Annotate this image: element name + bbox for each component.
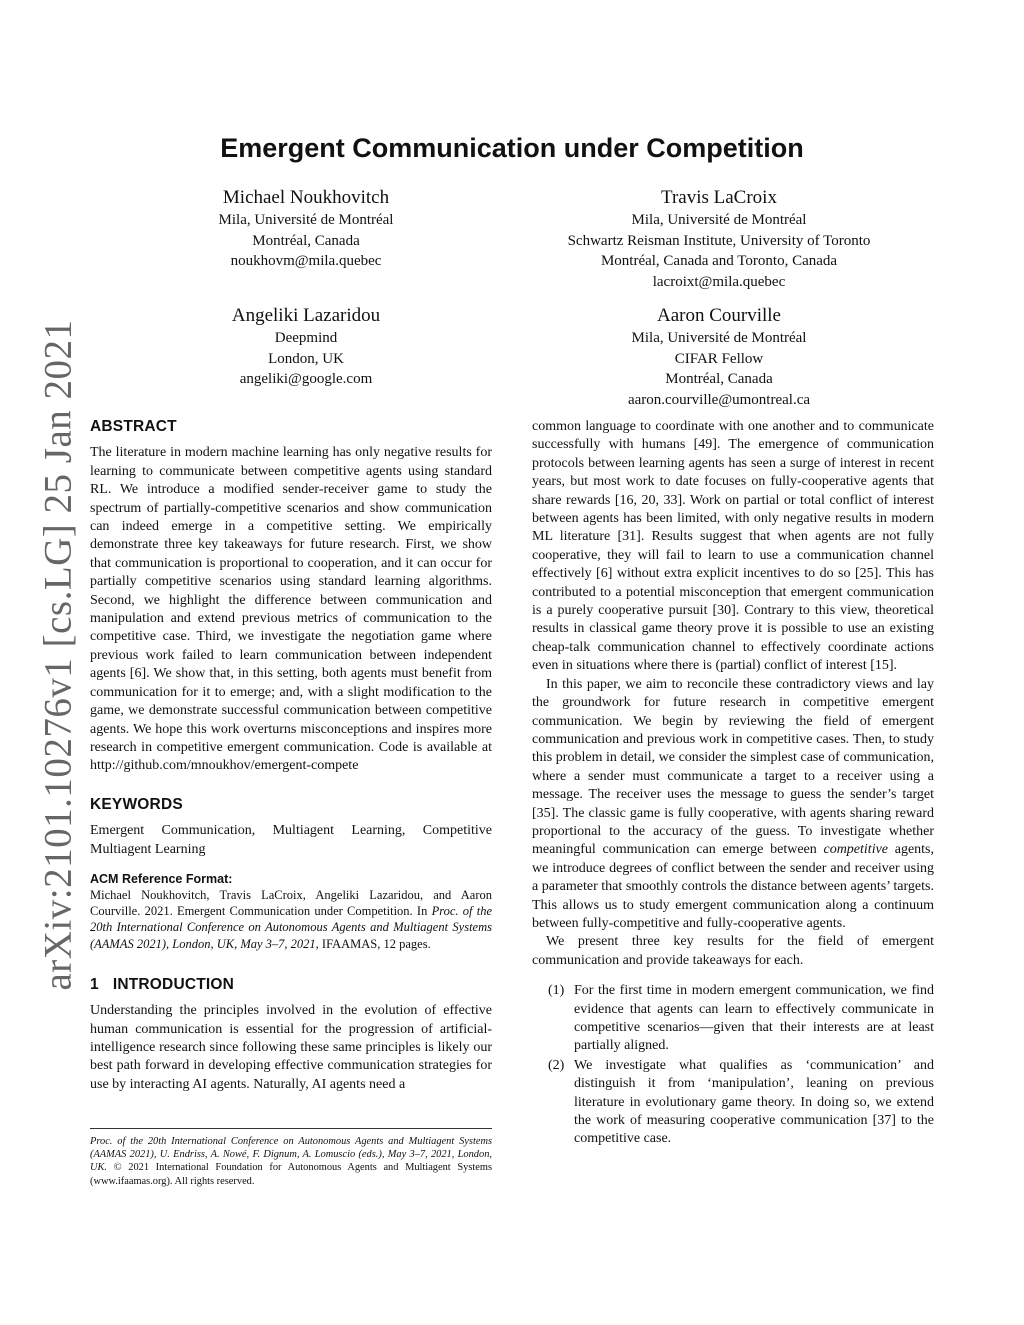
paper-title: Emergent Communication under Competition bbox=[220, 133, 804, 163]
author-email[interactable]: angeliki@google.com bbox=[239, 371, 373, 387]
right-column bbox=[532, 418, 934, 1150]
list-item bbox=[532, 1057, 934, 1149]
author-email[interactable]: noukhovm@mila.quebec bbox=[230, 253, 382, 269]
author-email[interactable]: aaron.courville@umontreal.ca bbox=[627, 391, 811, 408]
acm-reference-venue: Proc. of the 20th International Conference on Autonomous Agents and Multiagent Systems (AAMAS 2021), London, UK, May 3–7, 2021 bbox=[90, 904, 492, 951]
author-name: Michael Noukhovitch bbox=[222, 187, 390, 208]
footnote-venue: Proc. of the 20th International Conference on Autonomous Agents and Multiagent Systems (AAMAS 2021), U. Endriss, A. Nowé, F. Dignum, A. Lomuscio (eds.), May 3–7, 2021, London, UK. bbox=[90, 1136, 492, 1174]
body-text: In this paper, we aim to reconcile these contradictory views and lay the groundwork for future research in competitive emergent communication. We begin by reviewing the field of emergent communication and previous work in competitive cases. Then, to study this problem in detail, we consider the simplest case of communication, where a sender must communicate a target to a receiver using a message. The receiver uses the message to guess the sender’s target [35]. The classic game is fully cooperative, with agents sharing reward proportional to the accuracy of the guess. To investigate whether meaningful communication can emerge between bbox=[532, 676, 934, 858]
keywords-heading: KEYWORDS bbox=[90, 795, 183, 813]
author-name: Aaron Courville bbox=[656, 305, 781, 326]
author-location: London, UK bbox=[268, 350, 344, 367]
author-name: Angeliki Lazaridou bbox=[231, 305, 381, 326]
author-name: Travis LaCroix bbox=[661, 187, 777, 208]
list-item-label: (2) bbox=[548, 1057, 565, 1073]
body-paragraph: common language to coordinate with one another and to communicate successfully with humans [49]. The emergence of communication protocols between learning agents has seen a surge of interest in recent years, but most work to date focuses on fully-cooperative agents that share rewards [16, 20, 33]. Work on partial or total conflict of interest between agents has been limited, with only negative results in modern ML literature [31]. Results suggest that when agents are not fully cooperative, they will fail to learn to use a communication channel effectively [6] without extra explicit incentives to do so [25]. This has contributed to a potential misconception that emergent communication is a purely cooperative pursuit [30]. Contrary to this view, theoretical results in classical game theory prove it is possible to use an existing cheap-talk communication channel to effectively coordinate actions even in situations where there is (partial) conflict of interest [15]. bbox=[532, 419, 934, 674]
introduction-paragraph: Understanding the principles involved in the evolution of effective human communication is essential for the progression of artificial-intelligence research since following these same principles is likely our best path forward in developing effective communication strategies for use by interacting AI agents. Naturally, AI agents need a bbox=[90, 1003, 492, 1092]
author-block-2 bbox=[530, 186, 908, 292]
list-item-label: (1) bbox=[548, 983, 565, 999]
body-paragraph bbox=[532, 676, 934, 934]
arxiv-identifier: arXiv:2101.10276v1 [cs.LG] 25 Jan 2021 bbox=[36, 319, 80, 991]
author-affiliation: CIFAR Fellow bbox=[674, 350, 764, 367]
acm-reference-label: ACM Reference Format: bbox=[90, 871, 233, 886]
abstract-text: The literature in modern machine learning has only negative results for learning to communicate between competitive agents using standard RL. We introduce a modified sender-receiver game to study the spectrum of partially-competitive scenarios and show communication can indeed emerge in a competitive setting. We empirically demonstrate three key takeaways for future research. First, we show that communication is proportional to cooperation, and it can occur for partially competitive scenarios using standard learning algorithms. Second, we highlight the difference between communication and manipulation and extend previous metrics of communication to the competitive case. Third, we investigate the negotiation game where previous work failed to learn communication between independent agents [6]. We show that, in this setting, both agents must benefit from communication for it to emerge; and, with a slight modification to the game, we demonstrate successful communication between competitive agents. We hope this work overturns misconceptions and inspires more research in competitive emergent communication. Code is available at http://github.com/mnoukhov/emergent-compete bbox=[90, 445, 492, 774]
author-email[interactable]: lacroixt@mila.quebec bbox=[652, 273, 786, 290]
body-text: agents, we introduce degrees of conflict between the sender and receiver using a parameter that smoothly controls the distance between agents’ targets. This allows us to study emergent communication along a continuum between fully-competitive and fully-cooperative agents. bbox=[532, 842, 935, 931]
acm-reference-tail: , IFAAMAS, 12 pages. bbox=[315, 936, 431, 951]
abstract-heading: ABSTRACT bbox=[90, 418, 177, 435]
list-item-text: We investigate what qualifies as ‘communication’ and distinguish it from ‘manipulation’, leaning on previous literature in evolutionary game theory. In doing so, we extend the work of measuring cooperative communication [37] to the competitive case. bbox=[574, 1057, 934, 1147]
list-item bbox=[532, 982, 934, 1056]
author-affiliation: Mila, Université de Montréal bbox=[218, 212, 394, 228]
results-list bbox=[532, 982, 934, 1149]
introduction-heading bbox=[90, 976, 492, 994]
author-affiliation: Schwartz Reisman Institute, University of Toronto bbox=[567, 232, 871, 249]
acm-reference bbox=[90, 871, 492, 952]
acm-reference-plain: Michael Noukhovitch, Travis LaCroix, Angeliki Lazaridou, and Aaron Courville. 2021. Emergent Communication under Competition. In bbox=[90, 887, 492, 919]
list-item-text: For the first time in modern emergent communication, we find evidence that agents can learn to effectively communicate in competitive scenarios—given that their interests are at least partially aligned. bbox=[574, 983, 934, 1054]
footnote-copyright: © 2021 International Foundation for Autonomous Agents and Multiagent Systems (www.ifaamas.org). All rights reserved. bbox=[90, 1162, 492, 1187]
section-title: INTRODUCTION bbox=[112, 975, 235, 993]
body-paragraph: We present three key results for the field of emergent communication and provide takeaways for each. bbox=[532, 934, 934, 968]
author-affiliation: Mila, Université de Montréal bbox=[631, 330, 807, 346]
author-block-4 bbox=[530, 304, 908, 410]
section-number: 1 bbox=[90, 975, 99, 993]
author-location: Montréal, Canada and Toronto, Canada bbox=[600, 253, 838, 269]
author-block-1 bbox=[160, 186, 452, 272]
author-location: Montréal, Canada bbox=[252, 232, 360, 249]
author-location: Montréal, Canada bbox=[665, 371, 773, 387]
footnote bbox=[90, 1128, 492, 1188]
author-block-3 bbox=[160, 304, 452, 390]
keywords-text: Emergent Communication, Multiagent Learning, Competitive Multiagent Learning bbox=[90, 823, 492, 857]
acm-reference-text bbox=[90, 887, 492, 952]
author-affiliation: Deepmind bbox=[274, 330, 338, 346]
author-affiliation: Mila, Université de Montréal bbox=[631, 212, 807, 228]
left-column bbox=[90, 418, 492, 1094]
emphasis-text: competitive bbox=[823, 842, 889, 858]
